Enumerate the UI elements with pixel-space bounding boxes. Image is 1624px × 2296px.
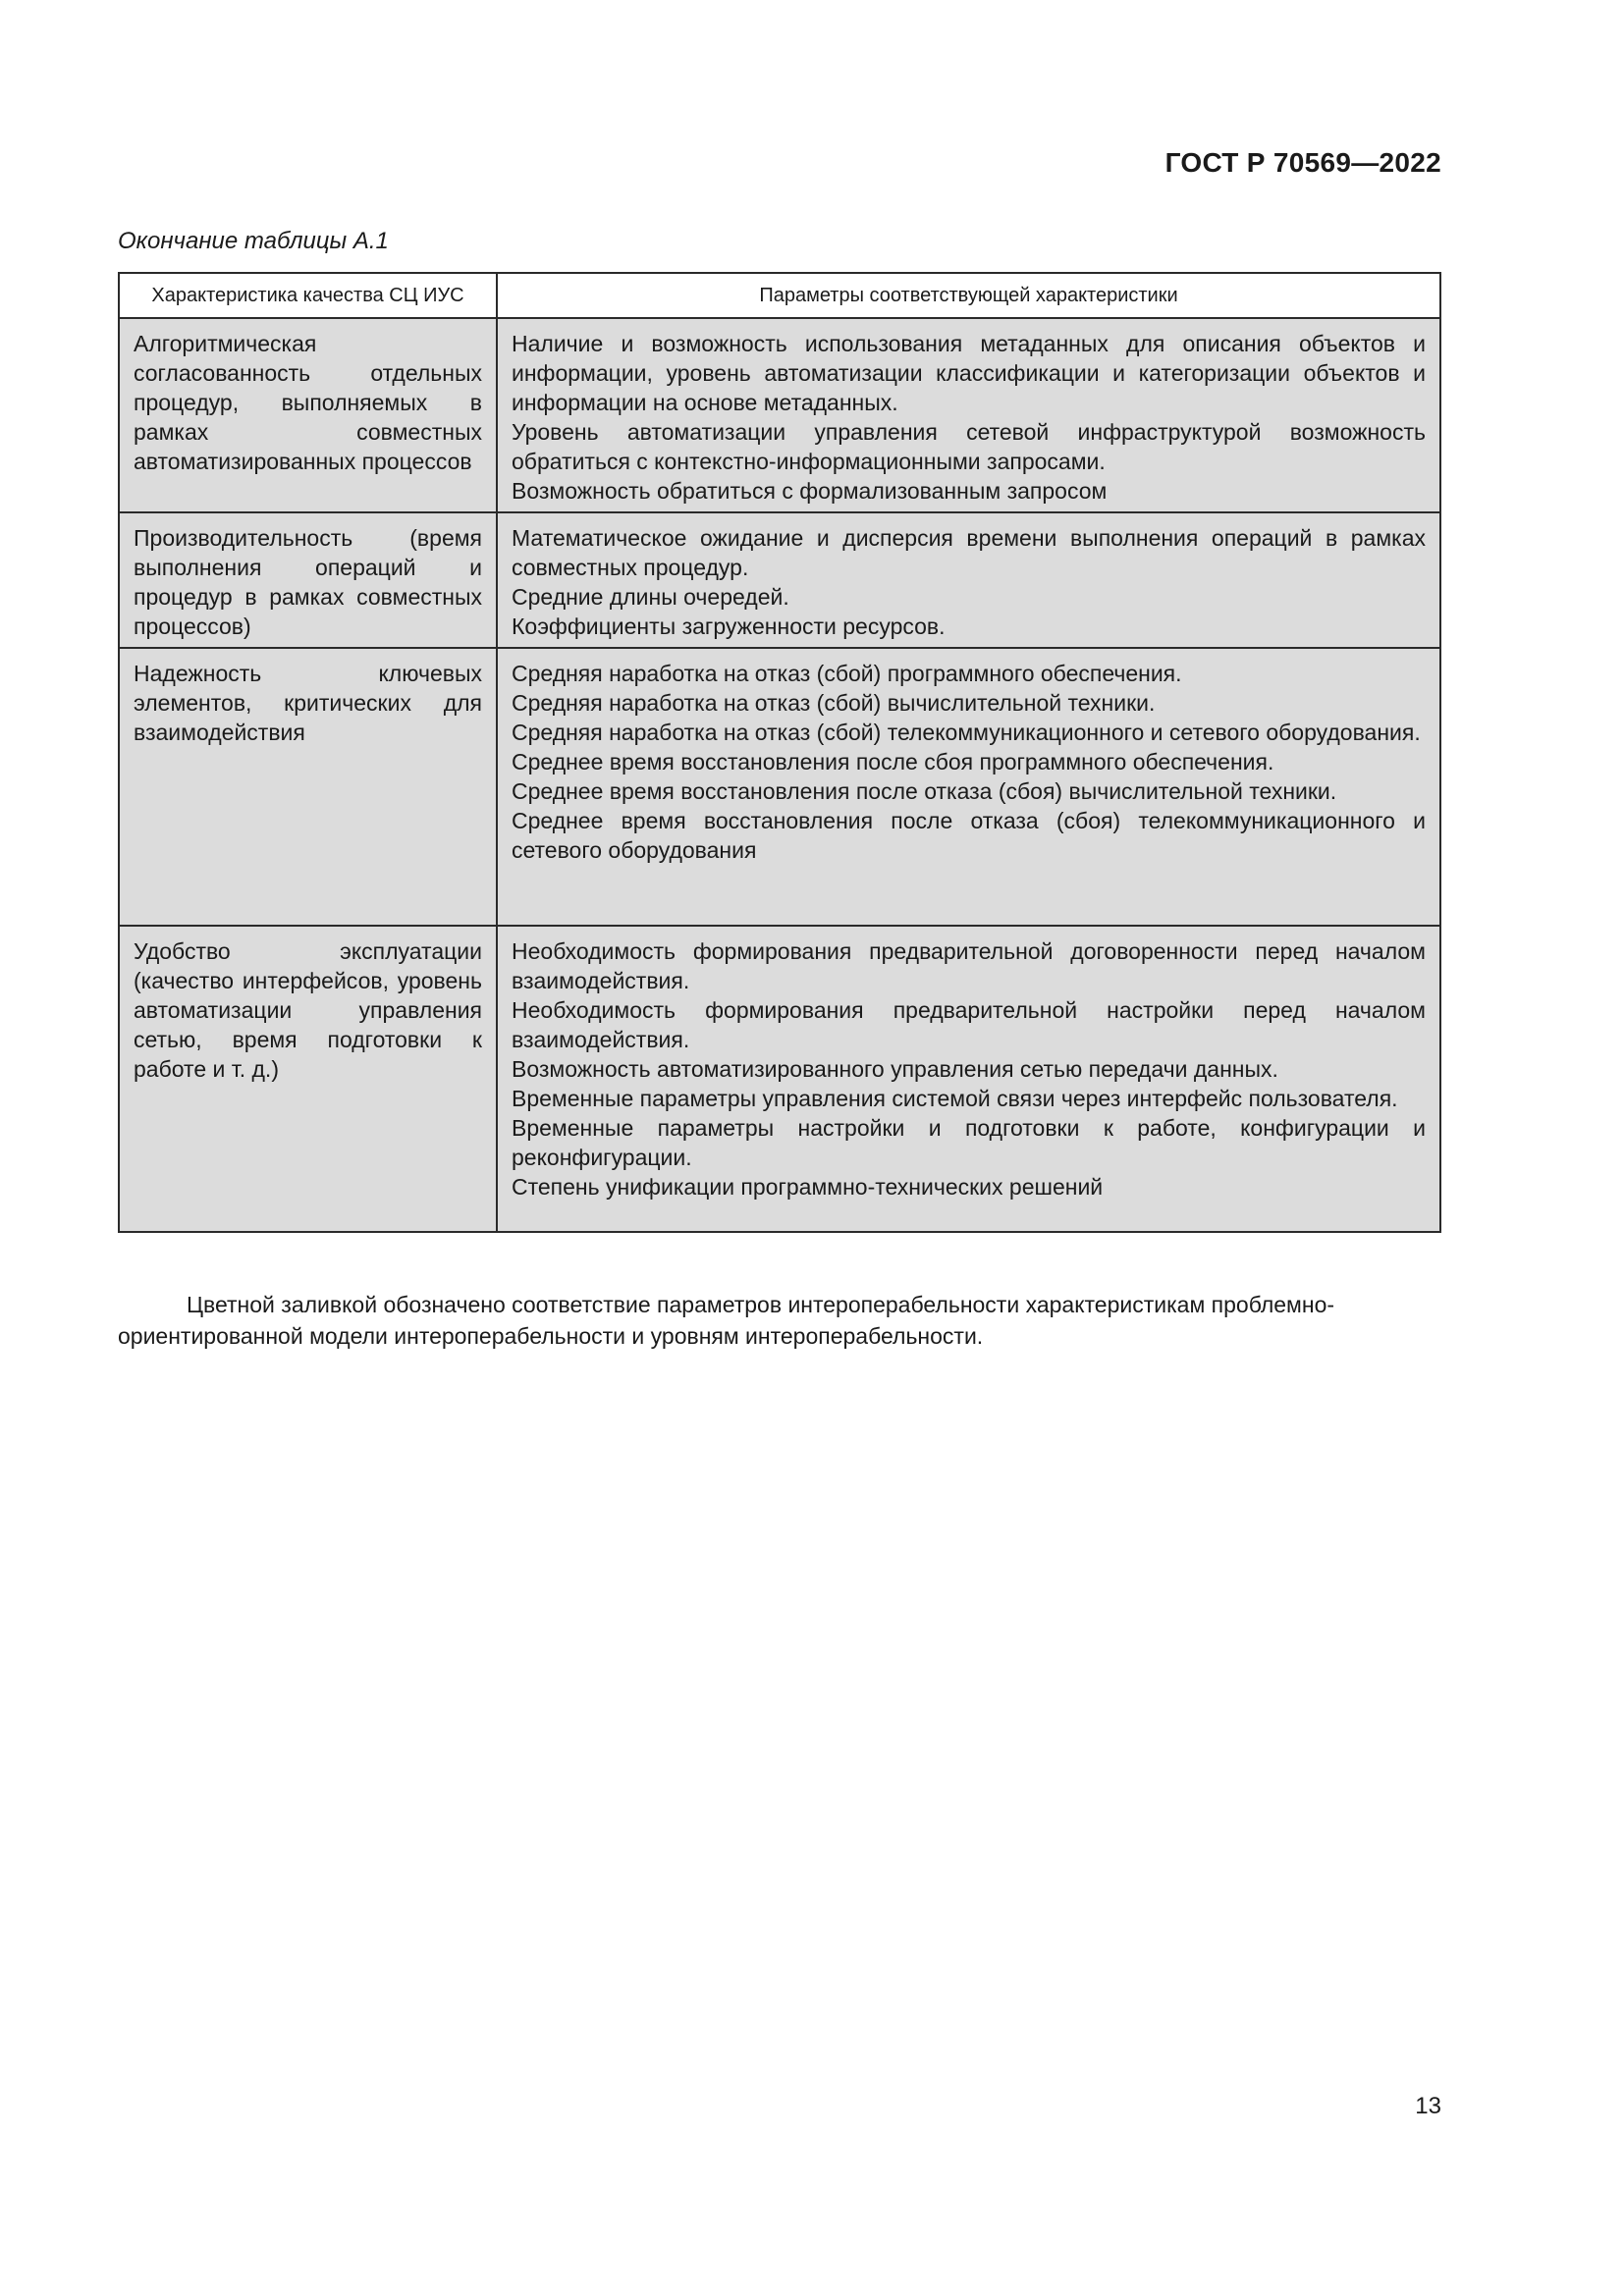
parameter-item: Степень унификации программно-технических решений: [512, 1174, 1104, 1200]
parameter-item: Среднее время восстановления после отказа (сбоя) вычислительной техники.: [512, 778, 1337, 804]
document-code: ГОСТ Р 70569—2022: [1164, 147, 1441, 178]
parameter-item: Возможность автоматизированного управления сетью передачи данных.: [512, 1056, 1278, 1082]
parameter-item: Среднее время восстановления после сбоя программного обеспечения.: [512, 749, 1274, 774]
parameter-item: Коэффициенты загруженности ресурсов.: [512, 614, 946, 639]
table-caption: Окончание таблицы А.1: [118, 228, 389, 254]
column-header-characteristic: Характеристика качества СЦ ИУС: [119, 273, 497, 318]
parameter-item: Среднее время восстановления после отказа (сбоя) телекоммуникационного и сетевого оборудования: [512, 808, 1426, 863]
parameter-item: Временные параметры настройки и подготовки к работе, конфигурации и реконфигурации.: [512, 1115, 1426, 1170]
parameter-item: Необходимость формирования предварительной договоренности перед началом взаимодействия.: [512, 938, 1426, 993]
table-row: [119, 318, 1440, 512]
table-note: Цветной заливкой обозначено соответствие параметров интероперабельности характеристикам проблемно-ориентированной модели интероперабельности и уровням интероперабельности.: [118, 1292, 1335, 1349]
parameter-item: Возможность обратиться с формализованным запросом: [512, 478, 1108, 504]
table-row: [119, 648, 1440, 926]
parameter-item: Средняя наработка на отказ (сбой) программного обеспечения.: [512, 661, 1182, 686]
table-row: [119, 512, 1440, 648]
parameters-cell: [497, 512, 1440, 648]
parameters-cell: [497, 318, 1440, 512]
column-header-parameters: Параметры соответствующей характеристики: [497, 273, 1440, 318]
table-header-row: [119, 273, 1440, 318]
parameter-item: Средняя наработка на отказ (сбой) вычислительной техники.: [512, 690, 1156, 716]
parameters-cell: [497, 648, 1440, 926]
table-row: [119, 926, 1440, 1232]
characteristic-cell: Алгоритмическая согласованность отдельных процедур, выполняемых в рамках совместных автоматизированных процессов: [119, 318, 497, 512]
parameter-item: Необходимость формирования предварительной настройки перед началом взаимодействия.: [512, 997, 1426, 1052]
page-number: 13: [1415, 2093, 1441, 2119]
parameter-item: Средняя наработка на отказ (сбой) телекоммуникационного и сетевого оборудования.: [512, 720, 1421, 745]
characteristic-cell: Производительность (время выполнения операций и процедур в рамках совместных процессов): [119, 512, 497, 648]
parameters-cell: [497, 926, 1440, 1232]
parameter-item: Наличие и возможность использования метаданных для описания объектов и информации, уровень автоматизации классификации и категоризации объектов и информации на основе метаданных.: [512, 331, 1426, 415]
parameter-item: Уровень автоматизации управления сетевой инфраструктурой возможность обратиться с контекстно-информационными запросами.: [512, 419, 1426, 474]
parameter-item: Временные параметры управления системой связи через интерфейс пользователя.: [512, 1086, 1398, 1111]
parameter-item: Средние длины очередей.: [512, 584, 789, 610]
characteristic-cell: Удобство эксплуатации (качество интерфейсов, уровень автоматизации управления сетью, время подготовки к работе и т. д.): [119, 926, 497, 1232]
parameter-item: Математическое ожидание и дисперсия времени выполнения операций в рамках совместных процедур.: [512, 525, 1426, 580]
quality-parameters-table: [118, 272, 1441, 1233]
characteristic-cell: Надежность ключевых элементов, критических для взаимодействия: [119, 648, 497, 926]
